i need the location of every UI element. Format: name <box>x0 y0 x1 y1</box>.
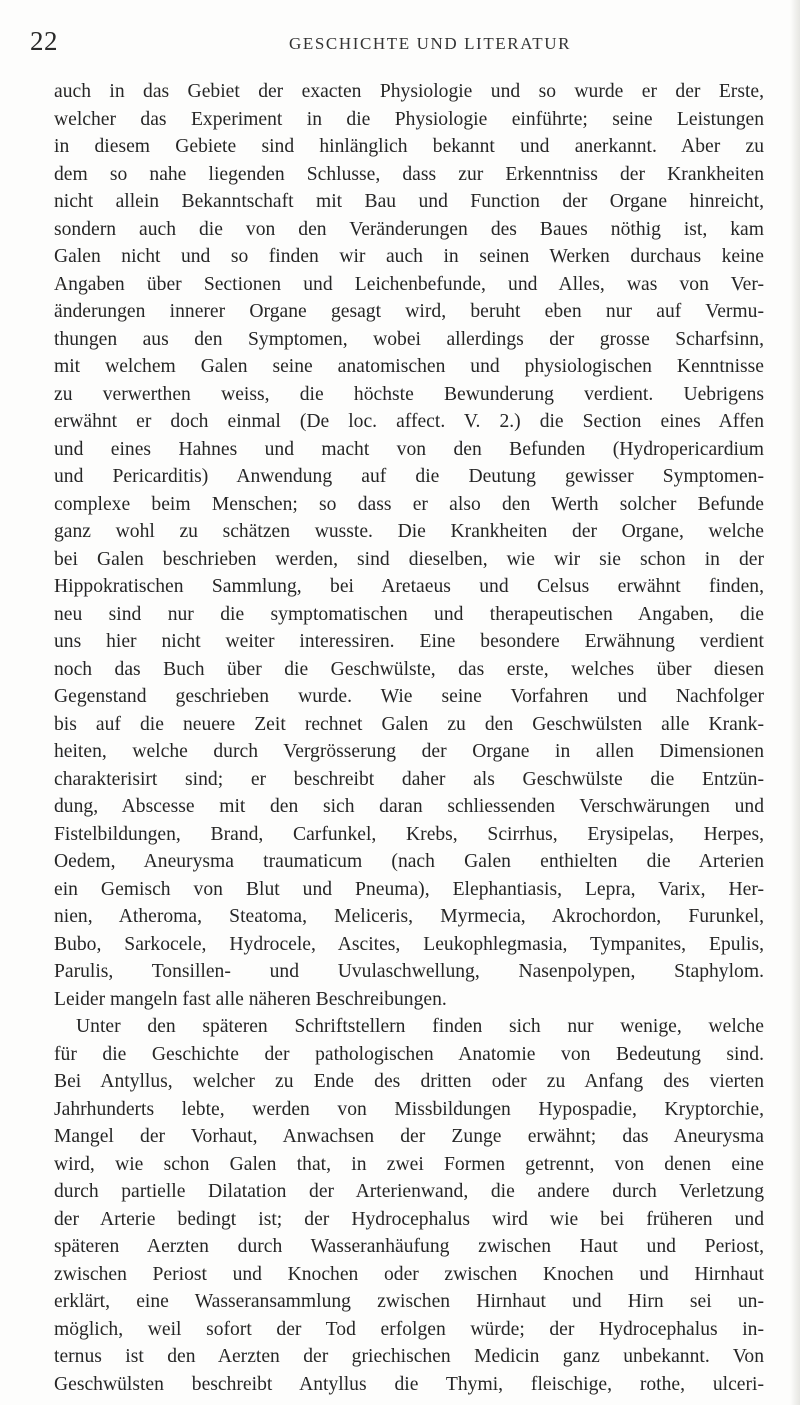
text-line: Bei Antyllus, welcher zu Ende des dritten oder zu Anfang des vierten <box>54 1071 764 1092</box>
text-line: Mangel der Vorhaut, Anwachsen der Zunge erwähnt; das Aneurysma <box>54 1126 764 1147</box>
text-line: erwähnt er doch einmal (De loc. affect. V. 2.) die Section eines Affen <box>54 411 764 432</box>
text-line: und eines Hahnes und macht von den Befunden (Hydropericardium <box>54 438 764 460</box>
scan-edge-shadow <box>790 0 800 1405</box>
text-line: charakterisirt sind; er beschreibt daher als Geschwülste die Entzün- <box>54 768 764 790</box>
page-header <box>30 26 762 66</box>
text-line: ternus ist den Aerzten der griechischen Medicin ganz unbekannt. Von <box>54 1346 764 1367</box>
text-line: erklärt, eine Wasseransammlung zwischen Hirnhaut und Hirn sei un- <box>54 1291 764 1312</box>
text-line: auch in das Gebiet der exacten Physiologie und so wurde er der Erste, <box>54 81 764 102</box>
text-line: zu verwerthen weiss, die höchste Bewunderung verdient. Uebrigens <box>54 383 764 405</box>
text-line: complexe beim Menschen; so dass er also den Werth solcher Befunde <box>54 493 764 515</box>
text-line: ein Gemisch von Blut und Pneuma), Elephantiasis, Lepra, Varix, Her- <box>54 878 764 900</box>
text-line: Unter den späteren Schriftstellern finden sich nur wenige, welche <box>76 1016 764 1037</box>
text-line: Fistelbildungen, Brand, Carfunkel, Krebs, Scirrhus, Erysipelas, Herpes, <box>54 823 764 845</box>
text-line: Hippokratischen Sammlung, bei Aretaeus und Celsus erwähnt finden, <box>54 576 764 597</box>
text-line: thungen aus den Symptomen, wobei allerdings der grosse Scharfsinn, <box>54 328 764 350</box>
text-line: und Pericarditis) Anwendung auf die Deutung gewisser Symptomen- <box>54 466 764 487</box>
text-line: wird, wie schon Galen that, in zwei Formen getrennt, von denen eine <box>54 1153 764 1175</box>
text-line: Jahrhunderts lebte, werden von Missbildungen Hypospadie, Kryptorchie, <box>54 1098 764 1120</box>
text-line: bei Galen beschrieben werden, sind dieselben, wie wir sie schon in der <box>54 548 764 570</box>
text-line: Angaben über Sectionen und Leichenbefunde, und Alles, was von Ver- <box>54 273 764 295</box>
text-line: nien, Atheroma, Steatoma, Meliceris, Myrmecia, Akrochordon, Furunkel, <box>54 906 764 927</box>
text-line: möglich, weil sofort der Tod erfolgen würde; der Hydrocephalus in- <box>54 1318 764 1340</box>
text-line: für die Geschichte der pathologischen Anatomie von Bedeutung sind. <box>54 1043 764 1065</box>
text-line: Bubo, Sarkocele, Hydrocele, Ascites, Leukophlegmasia, Tympanites, Epulis, <box>54 933 764 955</box>
text-line: späteren Aerzten durch Wasseranhäufung zwischen Haut und Periost, <box>54 1236 764 1257</box>
text-line: heiten, welche durch Vergrösserung der Organe in allen Dimensionen <box>54 741 764 762</box>
text-line: durch partielle Dilatation der Arterienwand, die andere durch Verletzung <box>54 1181 764 1202</box>
text-line: Parulis, Tonsillen- und Uvulaschwellung, Nasenpolypen, Staphylom. <box>54 961 764 982</box>
text-line: Galen nicht und so finden wir auch in seinen Werken durchaus keine <box>54 246 764 267</box>
text-line: sondern auch die von den Veränderungen des Baues nöthig ist, kam <box>54 218 764 240</box>
body-text <box>54 78 764 1398</box>
text-line: zwischen Periost und Knochen oder zwischen Knochen und Hirnhaut <box>54 1263 764 1285</box>
text-line: in diesem Gebiete sind hinlänglich bekannt und anerkannt. Aber zu <box>54 136 764 157</box>
running-head: GESCHICHTE UND LITERATUR <box>288 34 572 53</box>
text-line: neu sind nur die symptomatischen und therapeutischen Angaben, die <box>54 603 764 625</box>
text-line: dem so nahe liegenden Schlusse, dass zur Erkenntniss der Krankheiten <box>54 163 764 185</box>
text-line: bis auf die neuere Zeit rechnet Galen zu den Geschwülsten alle Krank- <box>54 713 764 735</box>
text-line: nicht allein Bekanntschaft mit Bau und Function der Organe hinreicht, <box>54 191 764 212</box>
text-line: Oedem, Aneurysma traumaticum (nach Galen enthielten die Arterien <box>54 851 764 872</box>
text-line: Geschwülsten beschreibt Antyllus die Thymi, fleischige, rothe, ulceri- <box>54 1373 764 1395</box>
text-line: dung, Abscesse mit den sich daran schliessenden Verschwärungen und <box>54 796 764 817</box>
page-number: 22 <box>30 26 58 56</box>
text-line: ganz wohl zu schätzen wusste. Die Krankheiten der Organe, welche <box>54 521 764 542</box>
text-line: noch das Buch über die Geschwülste, das erste, welches über diesen <box>54 658 764 680</box>
text-line: mit welchem Galen seine anatomischen und physiologischen Kenntnisse <box>54 356 764 377</box>
text-line: der Arterie bedingt ist; der Hydrocephalus wird wie bei früheren und <box>54 1208 764 1230</box>
text-line: Leider mangeln fast alle näheren Beschreibungen. <box>54 988 447 1010</box>
text-line: welcher das Experiment in die Physiologie einführte; seine Leistungen <box>54 108 764 130</box>
text-line: änderungen innerer Organe gesagt wird, beruht eben nur auf Vermu- <box>54 301 764 322</box>
text-line: Gegenstand geschrieben wurde. Wie seine Vorfahren und Nachfolger <box>54 686 764 707</box>
text-line: uns hier nicht weiter interessiren. Eine besondere Erwähnung verdient <box>54 631 764 652</box>
